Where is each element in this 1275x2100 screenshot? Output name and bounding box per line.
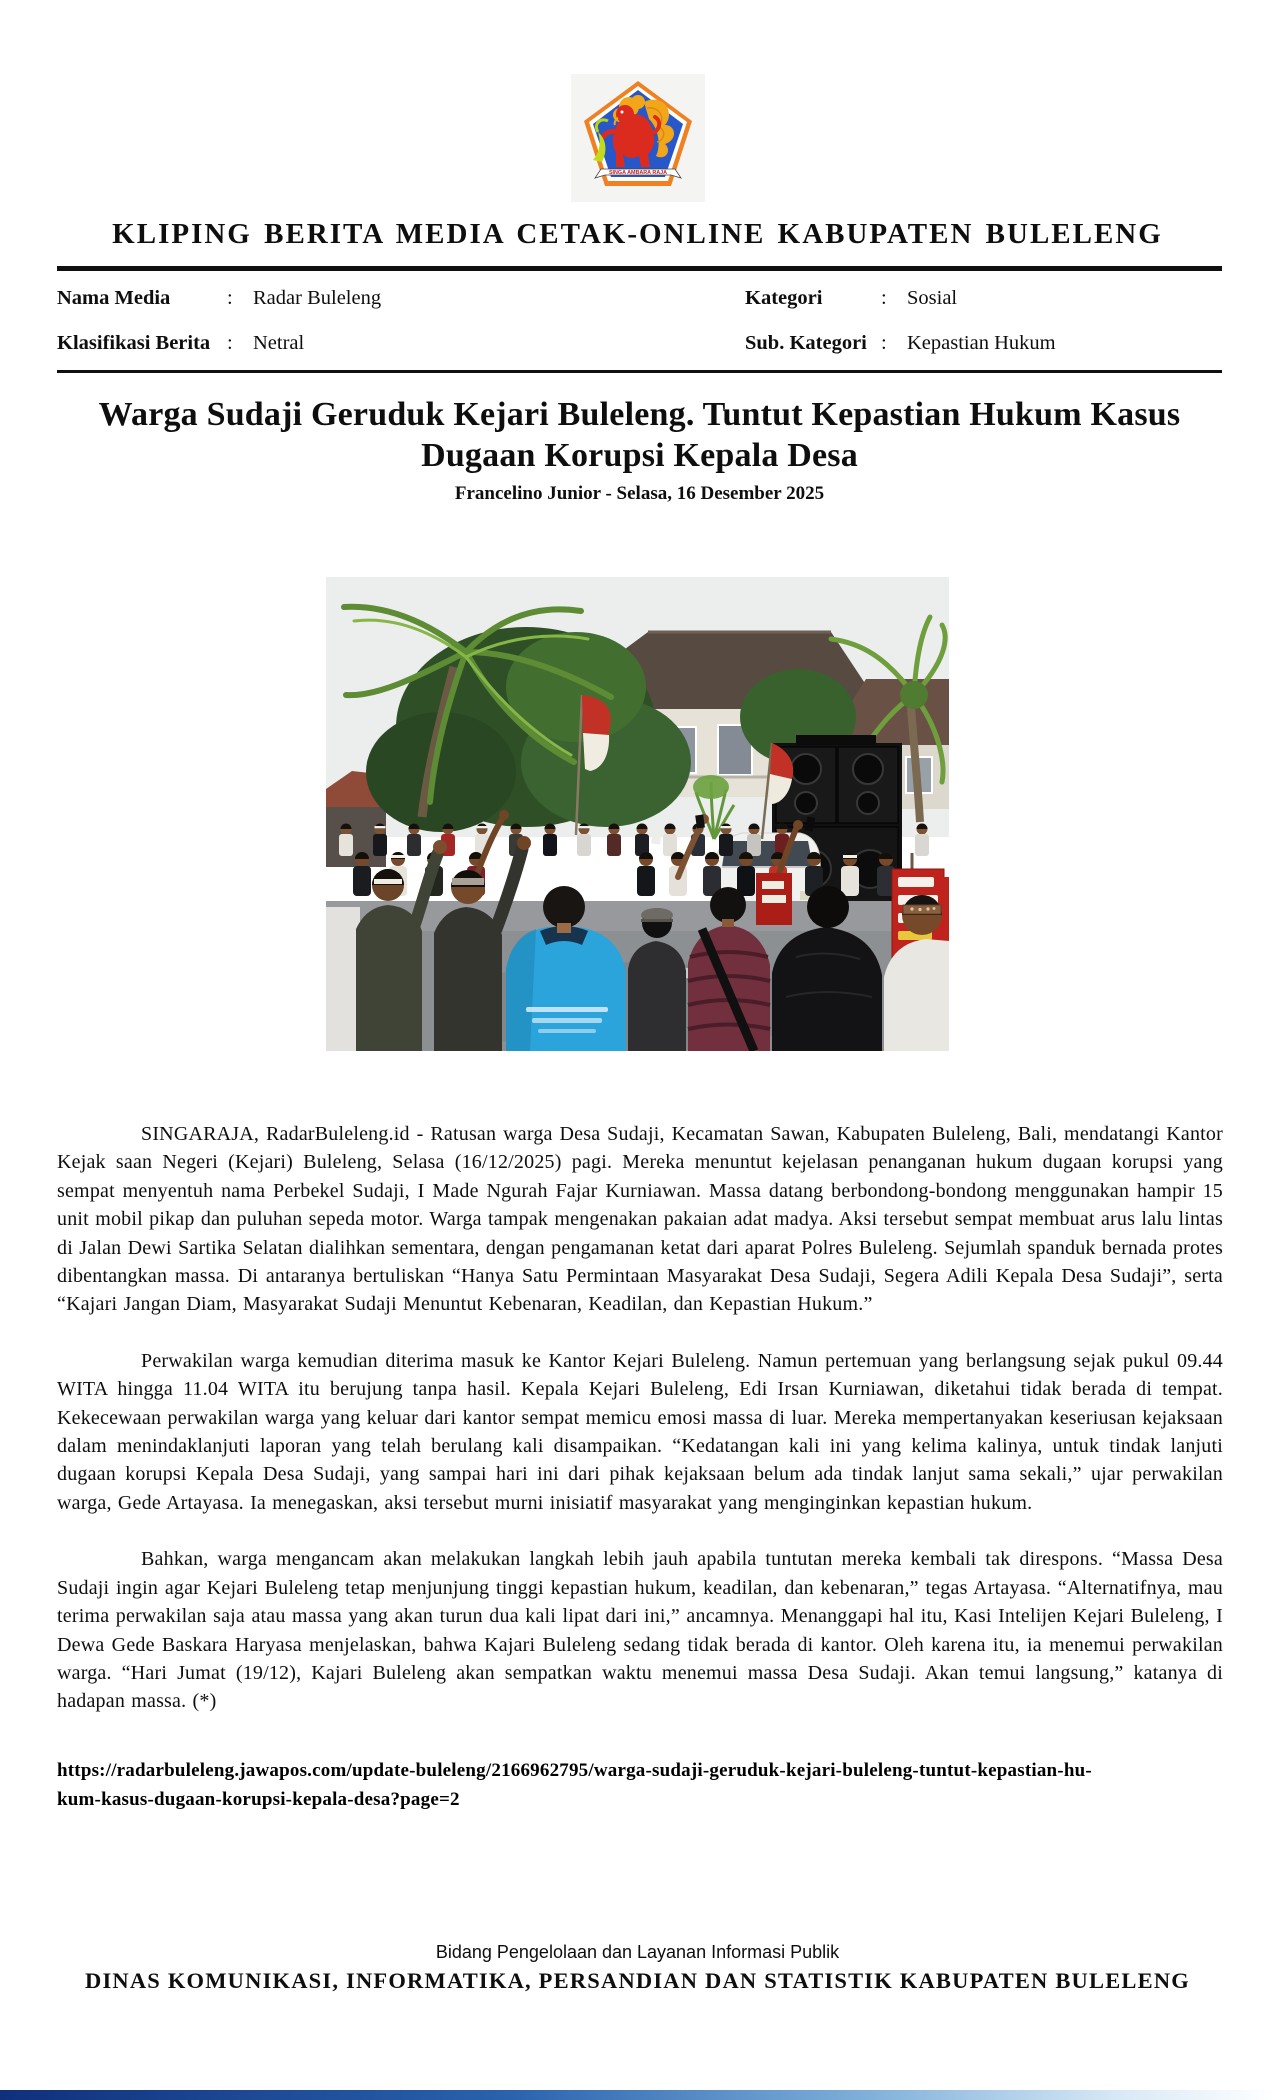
meta-row-2 [57,329,1222,357]
meta-value-klasifikasi: Netral [253,332,305,354]
meta-value-sub-kategori: Kepastian Hukum [907,332,1056,354]
buleleng-emblem-logo [571,74,705,202]
emblem-banner-text: SINGA AMBARA RAJA [608,170,667,176]
meta-colon: : [227,287,233,309]
footer-unit-name: Bidang Pengelolaan dan Layanan Informasi Publik [435,1942,840,1962]
paragraph-1: SINGARAJA, RadarBuleleng.id - Ratusan warga Desa Sudaji, Kecamatan Sawan, Kabupaten Buleleng, Bali, mendatangi Kantor Kejak saan Negeri (Kejari) Buleleng, Selasa (16/12/2025) pagi. Mereka menuntut kejelasan penanganan hukum dugaan korupsi yang sempat menyentuh nama Perbekel Sudaji, I Made Ngurah Fajar Kurniawan. Massa datang berbondong-bondong menggunakan hampir 15 unit mobil pikap dan puluhan sepeda motor. Warga tampak mengenakan pakaian adat madya. Aksi tersebut sempat membuat arus lalu lintas di Jalan Dewi Sartika Selatan dialihkan sementara, dengan pengamanan ketat dari aparat Polres Buleleng. Sejumlah spanduk bernada protes dibentangkan massa. Di antaranya bertuliskan “Hanya Satu Permintaan Masyarakat Desa Sudaji, Segera Adili Kepala Desa Sudaji”, serta “Kajari Jangan Diam, Masyarakat Sudaji Menuntut Kebenaran, Keadilan, dan Kepastian Hukum.” [57,1123,1223,1316]
divider-top [57,266,1222,271]
singa-ambara-raja-emblem-icon [571,74,705,202]
source-url-link[interactable] [57,1756,1223,1814]
source-url-line-1: https://radarbuleleng.jawapos.com/update-buleleng/2166962795/warga-sudaji-geruduk-kejari-buleleng-tuntut-kepastian-hu- [57,1759,1092,1781]
source-url-line-2: kum-kasus-dugaan-korupsi-kepala-desa?page=2 [57,1788,460,1810]
article-photo [326,577,949,1051]
meta-label-klasifikasi: Klasifikasi Berita [57,332,211,354]
article-byline: Francelino Junior - Selasa, 16 Desember 2025 [454,483,825,504]
article-body [57,1120,1223,1814]
meta-label-sub-kategori: Sub. Kategori [745,332,867,354]
media-meta-table [57,284,1222,374]
meta-colon: : [227,332,233,354]
meta-row-1 [57,284,1222,312]
meta-colon: : [881,332,887,354]
headline-block [72,394,1207,505]
footer-agency-name: DINAS KOMUNIKASI, INFORMATIKA, PERSANDIAN DAN STATISTIK KABUPATEN BULELENG [85,1968,1190,1993]
article-headline: Warga Sudaji Geruduk Kejari Buleleng. Tuntut Kepastian Hukum Kasus Dugaan Korupsi Kepala Desa [98,396,1181,474]
protest-photo-illustration [326,577,949,1051]
meta-label-kategori: Kategori [745,287,823,309]
meta-colon: : [881,287,887,309]
meta-value-nama-media: Radar Buleleng [253,287,382,309]
page-footer [0,1942,1275,1994]
meta-label-nama-media: Nama Media [57,287,171,309]
bottom-accent-bar [0,2090,1275,2100]
divider-meta [57,370,1222,373]
page-title: KLIPING BERITA MEDIA CETAK-ONLINE KABUPATEN BULELENG [112,218,1163,250]
paragraph-3: Bahkan, warga mengancam akan melakukan langkah lebih jauh apabila tuntutan mereka kembali tak direspons. “Massa Desa Sudaji ingin agar Kejari Buleleng tetap menjunjung tinggi kepastian hukum, keadilan, dan kebenaran,” tegas Artayasa. “Alternatifnya, mau terima perwakilan saja atau massa yang akan turun dua kali lipat dari ini,” ancamnya. Menanggapi hal itu, Kasi Intelijen Kejari Buleleng, I Dewa Gede Baskara Haryasa menjelaskan, bahwa Kajari Buleleng sedang tidak berada di kantor. Oleh karena itu, ia menemui perwakilan warga. “Hari Jumat (19/12), Kajari Buleleng akan sempatkan waktu menemui massa Desa Sudaji. Akan temui langsung,” katanya di hadapan massa. (*) [57,1548,1223,1713]
paragraph-2: Perwakilan warga kemudian diterima masuk ke Kantor Kejari Buleleng. Namun pertemuan yang berlangsung sejak pukul 09.44 WITA hingga 11.04 WITA itu berujung tanpa hasil. Kepala Kejari Buleleng, Edi Irsan Kurniawan, diketahui tidak berada di tempat. Kekecewaan perwakilan warga yang keluar dari kantor sempat memicu emosi massa di luar. Mereka mempertanyakan keseriusan kejaksaan dalam menindaklanjuti laporan yang telah berulang kali disampaikan. “Kedatangan kali ini yang kelima kalinya, untuk tindak lanjuti dugaan korupsi Kepala Desa Sudaji, yang sampai hari ini dari pihak kejaksaan belum ada tindak lanjut sama sekali,” ujar perwakilan warga, Gede Artayasa. Ia menegaskan, aksi tersebut murni inisiatif masyarakat yang menginginkan kepastian hukum. [57,1349,1223,1514]
meta-value-kategori: Sosial [907,287,958,309]
